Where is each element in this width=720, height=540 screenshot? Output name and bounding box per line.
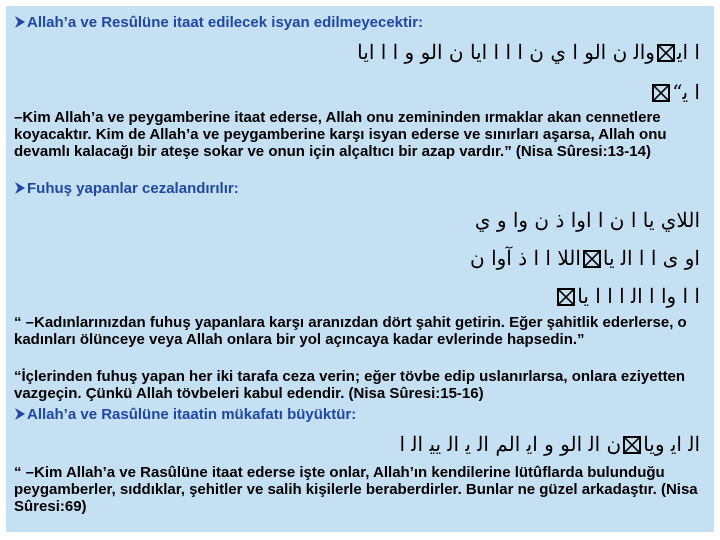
slide [6, 6, 714, 532]
arrow-right-icon [14, 407, 26, 421]
arabic-fragment: ﺍﻟﻼ ﺍ ﺍ ﺫ ﺁﻭﺍ ﻥ [470, 246, 581, 270]
missing-glyph-icon [583, 250, 601, 268]
heading-reward [14, 406, 706, 423]
arabic-fragment: ﺍ ﺍﻳ [676, 40, 700, 64]
arabic-fragment: ﺍ ﺍ ﻭﺍ ﺍ ﺍﻟ ﺍ ﺍ ﺍ ﻳﺎ [577, 284, 700, 308]
arabic-verse-line-4 [470, 246, 700, 270]
arabic-fragment: ﻭﺍﻟ ﻥ ﺍﻟﻮ ﺍ ﻱ ﻥ ﺍ ﺍ ﺍ ﺍﻳﺎ ﻥ ﺍﻟﻮ ﻭ ﺍ ﺍ ﺍﻳﺎ [357, 40, 655, 64]
arabic-verse-line-2 [650, 80, 700, 104]
translation-paragraph-1: –Kim Allah’a ve peygamberine itaat ederse, Allah onu zemininden ırmaklar akan cennetlere koyacaktır. Kim de Allah’a ve peygamberine karşı isyan ederse ve sınırları aşarsa, Allah onu devamlı kalacağı bir ateşe sokar ve onun için alçaltıcı bir azap vardır.” (Nisa Sûresi:13-14) [14, 109, 667, 160]
arabic-verse-line-6 [400, 432, 700, 456]
arabic-fragment: ﺍﻟﻼﻱ ﻳﺎ ﺍ ﻥ ﺍ ﺍﻭﺍ ﺫ ﻥ ﻭﺍ ﻭ ﻱ [474, 208, 700, 232]
arabic-verse-line-1 [357, 40, 700, 64]
arrow-right-icon [14, 181, 26, 195]
arabic-fragment: ﺍﻭ ﻯ ﺍ ﺍ ﺍﻟ ﻳﺎ [602, 246, 700, 270]
heading-text: Allah’a ve Resûlüne itaat edilecek isyan edilmeyecektir: [27, 14, 424, 31]
missing-glyph-icon [557, 288, 575, 306]
heading-text: Fuhuş yapanlar cezalandırılır: [27, 180, 239, 197]
heading-text: Allah’a ve Rasûlüne itaatin mükafatı büyüktür: [27, 406, 357, 423]
arabic-verse-line-5 [555, 284, 700, 308]
arabic-fragment: ﺍﻟ ﺍﻳ ﻭﻳﺎ [643, 432, 700, 456]
arrow-right-icon [14, 15, 26, 29]
arabic-fragment: ﺍ ﻳ“ [672, 80, 700, 104]
arabic-fragment: ﻥ ﺍﻟ ﺍﻟﻮ ﻭ ﺍﻳ ﺍﻟﻢ ﺍﻟ ﻳ ﺍﻟ ﻳﻴ ﺍﻟ ﺍ [399, 432, 622, 456]
heading-obey-allah [14, 14, 706, 31]
translation-paragraph-2: “ –Kadınlarınızdan fuhuş yapanlara karşı aranızdan dört şahit getirin. Eğer şahitlik ederlerse, o kadınları ölünceye veya Allah onlara bir yol açıncaya kadar evlerinde hapsedin.” [14, 314, 687, 348]
arabic-verse-line-3 [475, 208, 700, 232]
translation-paragraph-3: “İçlerinden fuhuş yapan her iki tarafa ceza verin; eğer tövbe edip uslanırlarsa, onlara eziyetten vazgeçin. Çünkü Allah tövbeleri kabul edendir. (Nisa Sûresi:15-16) [14, 368, 686, 402]
missing-glyph-icon [623, 436, 641, 454]
translation-paragraph-4: “ –Kim Allah’a ve Rasûlüne itaat ederse işte onlar, Allah’ın kendilerine lütûflarda bulunduğu peygamberler, sıddıklar, şehitler ve salih kişilerle beraberdirler. Bunlar ne güzel arkadaştır. (Nisa Sûresi:69) [14, 464, 698, 515]
missing-glyph-icon [657, 44, 675, 62]
heading-fornication [14, 180, 706, 197]
missing-glyph-icon [652, 84, 670, 102]
